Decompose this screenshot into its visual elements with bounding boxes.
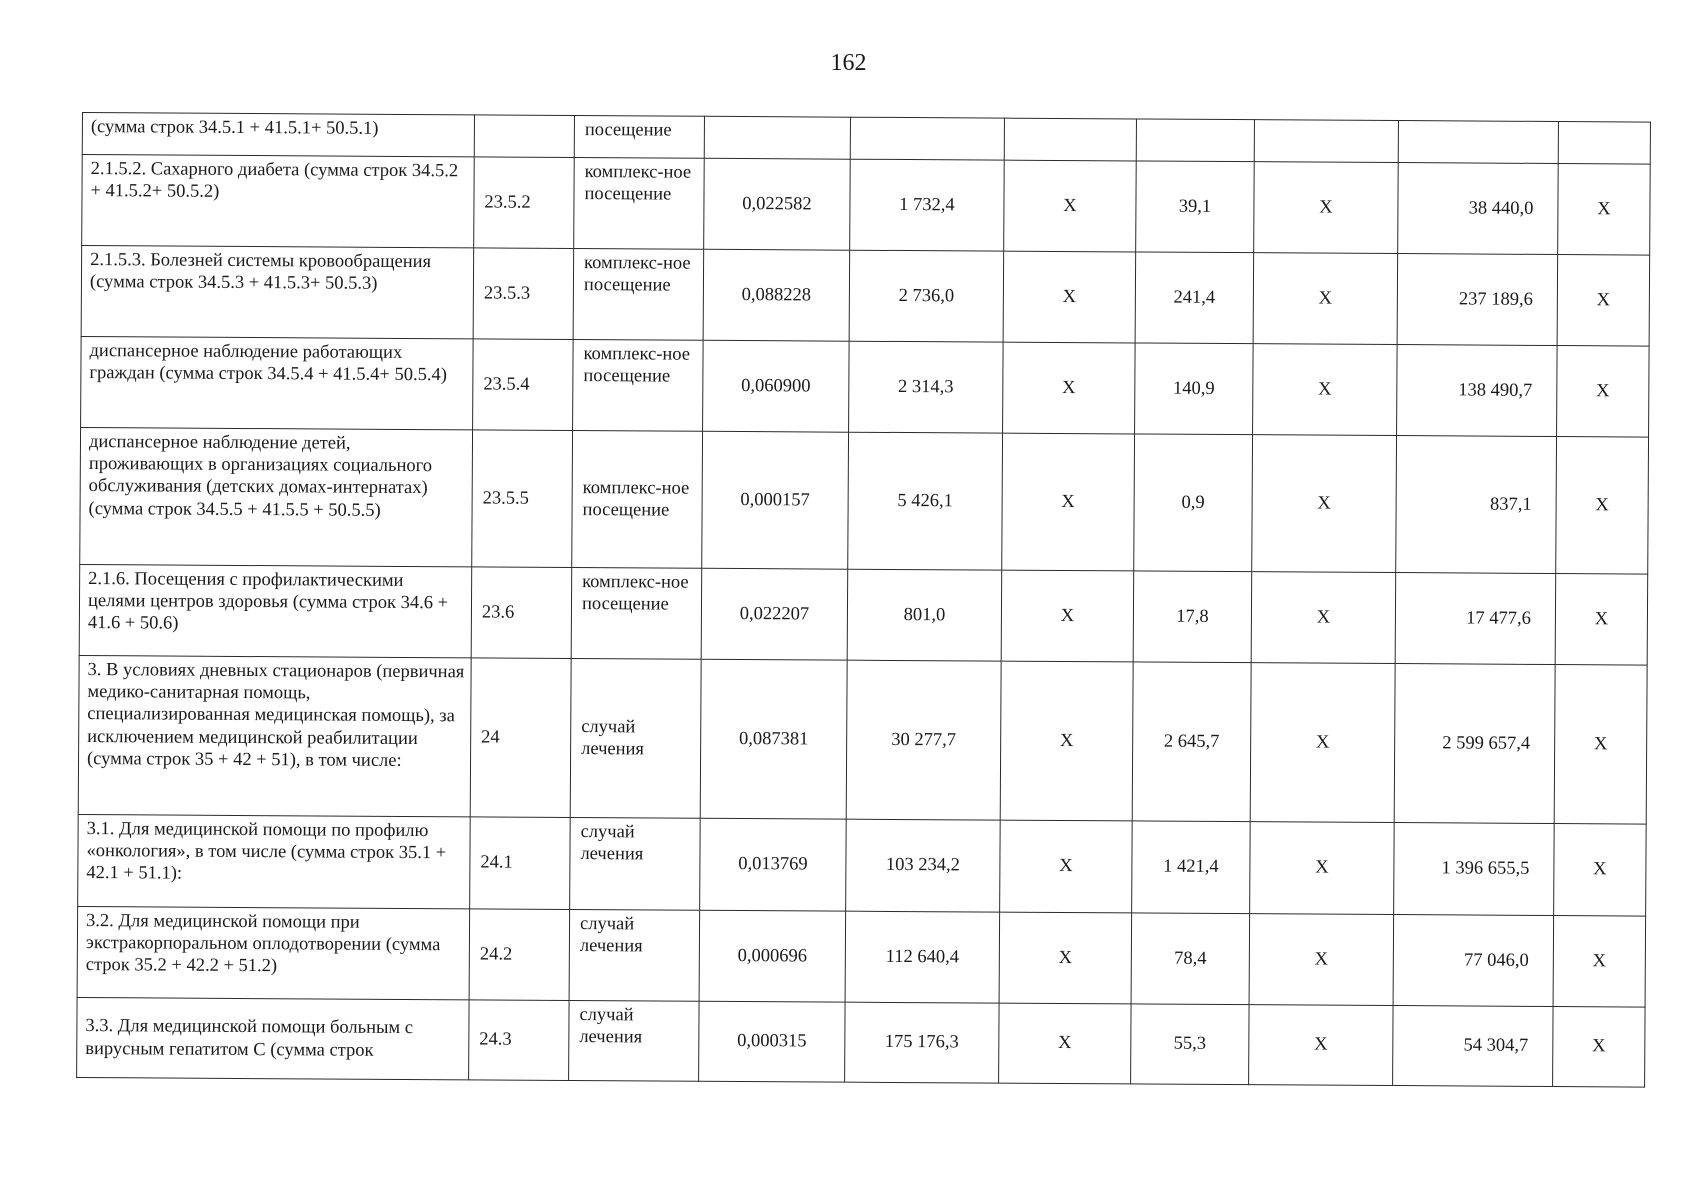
table-row	[80, 427, 1649, 574]
cell-name: 2.1.5.3. Болезней системы кровообращения (сумма строк 34.5.3 + 41.5.3+ 50.5.3)	[81, 246, 474, 339]
table-row	[77, 997, 1645, 1087]
cell-total: 138 490,7	[1397, 345, 1558, 437]
cell-cost: 2 314,3	[849, 341, 1004, 433]
cell-code: 24	[470, 658, 571, 818]
cell-x: Х	[1249, 914, 1394, 1006]
cell-norm: 0,022207	[701, 568, 848, 660]
cell-code: 23.5.5	[472, 430, 573, 568]
cell-x: Х	[999, 1003, 1131, 1084]
cell-name: 2.1.5.2. Сахарного диабета (сумма строк 34.5.2 + 41.5.2+ 50.5.2)	[82, 155, 475, 248]
table-row	[81, 246, 1650, 347]
cell-x: Х	[1254, 162, 1399, 254]
cell-unit: посещение	[574, 116, 704, 159]
cell-total: 54 304,7	[1393, 1006, 1553, 1087]
cell-cost: 112 640,4	[845, 911, 1000, 1003]
cell-cost: 1 732,4	[850, 159, 1005, 251]
cell-norm: 0,000157	[702, 431, 849, 569]
cell-x: Х	[1553, 916, 1646, 1008]
cell-norm: 0,060900	[703, 340, 850, 432]
cell-name: 3.1. Для медицинской помощи по профилю «онкология», в том числе (сумма строк 35.1 + 42.1 + 51.1):	[78, 814, 471, 908]
cell-unit: случай лечения	[569, 909, 700, 1001]
page-number: 162	[830, 50, 867, 76]
cell-code: 23.5.4	[473, 339, 574, 431]
cell-volume	[1136, 119, 1254, 162]
cell-x	[1254, 120, 1398, 163]
cell-name: 3.2. Для медицинской помощи при экстракорпоральном оплодотворении (сумма строк 35.2 + 42.2 + 51.2)	[77, 906, 470, 999]
cell-total: 17 477,6	[1395, 573, 1556, 665]
cell-x: Х	[1250, 822, 1395, 915]
cell-x: Х	[1553, 1007, 1645, 1088]
cell-norm: 0,088228	[703, 249, 850, 341]
cell-code: 24.1	[470, 817, 571, 910]
cell-x: Х	[1002, 433, 1135, 571]
cell-x: Х	[999, 912, 1132, 1004]
cell-total: 837,1	[1396, 436, 1557, 574]
table-row	[82, 155, 1651, 256]
cell-norm	[704, 116, 850, 159]
table-row	[78, 655, 1647, 824]
cell-x: Х	[1252, 435, 1397, 573]
cell-volume: 17,8	[1133, 571, 1252, 663]
cell-norm: 0,087381	[700, 659, 847, 819]
cell-cost: 103 234,2	[846, 819, 1001, 912]
cell-total: 38 440,0	[1398, 163, 1559, 255]
cell-cost: 2 736,0	[849, 250, 1004, 342]
cell-total: 77 046,0	[1393, 915, 1554, 1007]
cell-volume: 140,9	[1135, 343, 1254, 435]
cell-total: 237 189,6	[1397, 254, 1558, 346]
cell-unit: комплекс-ное посещение	[573, 249, 704, 341]
cell-code: 23.5.2	[474, 157, 575, 249]
cell-volume: 2 645,7	[1132, 662, 1251, 822]
cell-unit: комплекс-ное посещение	[573, 340, 704, 432]
cell-cost: 5 426,1	[848, 432, 1003, 570]
cell-x	[1004, 118, 1136, 161]
cell-norm: 0,000315	[699, 1001, 845, 1082]
cell-volume: 78,4	[1131, 913, 1250, 1005]
cell-name: 3. В условиях дневных стационаров (первичная медико-санитарная помощь, специализированная медицинская помощь), за исключением медицинской реабилитации (сумма строк 35 + 42 + 51), в том числе:	[78, 655, 471, 816]
cell-x: Х	[1557, 255, 1650, 347]
cell-x: Х	[1249, 1005, 1393, 1086]
data-table	[76, 112, 1651, 1088]
cell-total	[1398, 121, 1558, 164]
cell-code: 24.2	[469, 909, 570, 1001]
cell-total: 2 599 657,4	[1394, 664, 1555, 824]
cell-x: Х	[1004, 160, 1137, 252]
table-row	[78, 814, 1647, 916]
cell-cost: 175 176,3	[845, 1002, 999, 1083]
cell-x: Х	[1558, 164, 1651, 256]
table-row	[79, 564, 1648, 665]
cell-code: 23.5.3	[473, 248, 574, 340]
cell-name: диспансерное наблюдение работающих граждан (сумма строк 34.5.4 + 41.5.4+ 50.5.4)	[81, 336, 474, 429]
table-row	[81, 336, 1650, 437]
cell-x: Х	[1253, 253, 1398, 345]
cell-x: Х	[1557, 346, 1650, 438]
cell-cost: 30 277,7	[846, 660, 1001, 820]
cell-name: диспансерное наблюдение детей, проживающих в организациях социального обслуживания (детских домах-интернатах) (сумма строк 34.5.5 + 41.5.5 + 50.5.5)	[80, 427, 473, 566]
cell-x: Х	[1556, 437, 1649, 575]
cell-volume: 0,9	[1134, 434, 1253, 572]
cell-x: Х	[1253, 344, 1398, 436]
cell-volume: 55,3	[1131, 1004, 1249, 1085]
cell-unit: комплекс-ное посещение	[572, 431, 703, 569]
cell-cost: 801,0	[847, 569, 1002, 661]
cell-x: Х	[1000, 820, 1133, 913]
cell-x: Х	[1003, 251, 1136, 343]
cell-norm: 0,013769	[700, 818, 847, 911]
cell-name: 2.1.6. Посещения с профилактическими целями центров здоровья (сумма строк 34.6 + 41.6 + 50.6)	[79, 564, 472, 657]
cell-code: 24.3	[469, 1000, 569, 1081]
cell-name: (сумма строк 34.5.1 + 41.5.1+ 50.5.1)	[82, 113, 474, 157]
cell-norm: 0,000696	[699, 910, 846, 1002]
cell-unit: случай лечения	[570, 658, 701, 818]
cell-cost	[850, 117, 1004, 160]
cell-x: Х	[1251, 572, 1396, 664]
cell-x: Х	[1554, 665, 1647, 825]
cell-unit: комплекс-ное посещение	[571, 568, 702, 660]
cell-x: Х	[1555, 574, 1648, 666]
cell-x: Х	[1000, 661, 1133, 821]
cell-code	[474, 115, 574, 158]
table-row	[77, 906, 1646, 1007]
cell-unit: случай лечения	[570, 817, 701, 910]
cell-norm: 0,022582	[704, 158, 851, 250]
cell-x: Х	[1554, 824, 1647, 917]
cell-x: Х	[1250, 663, 1395, 823]
cell-code: 23.6	[471, 567, 572, 659]
cell-unit: комплекс-ное посещение	[574, 158, 705, 250]
cell-x: Х	[1001, 570, 1134, 662]
cell-total: 1 396 655,5	[1394, 823, 1555, 916]
cell-x: Х	[1003, 342, 1136, 434]
cell-volume: 241,4	[1135, 252, 1254, 344]
cell-name: 3.3. Для медицинской помощи больным с вирусным гепатитом С (сумма строк	[77, 997, 469, 1079]
cell-x	[1558, 122, 1650, 165]
cell-unit: случай лечения	[569, 1000, 699, 1081]
cell-volume: 39,1	[1136, 161, 1255, 253]
cell-volume: 1 421,4	[1132, 821, 1251, 914]
